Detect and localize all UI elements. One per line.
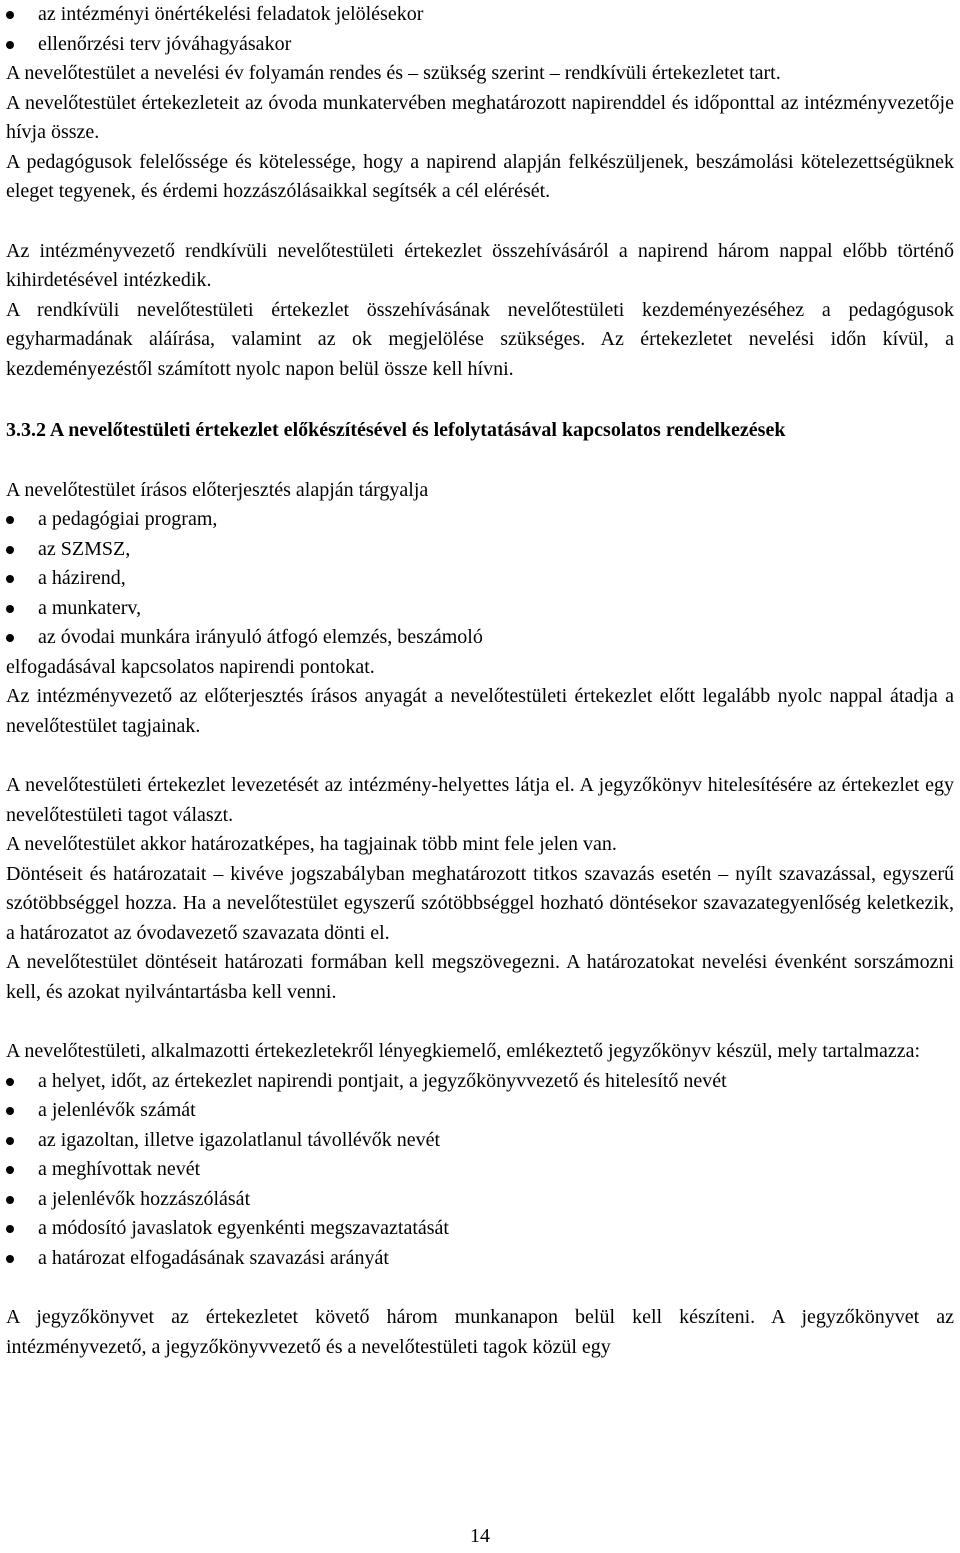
section-heading: 3.3.2 A nevelőtestületi értekezlet előkészítésével és lefolytatásával kapcsolatos rendelkezések [6, 419, 786, 441]
paragraph: A nevelőtestület a nevelési év folyamán rendes és – szükség szerint – rendkívüli értekezletet tart. [6, 62, 781, 84]
bullet-icon [6, 605, 14, 613]
paragraph: A nevelőtestület értekezleteit az óvoda munkatervében meghatározott napirenddel és időponttal az intézményvezetője hívja össze. [6, 91, 954, 143]
bullet-icon [6, 1255, 14, 1263]
page-number: 14 [470, 1525, 490, 1547]
bullet-icon [6, 516, 14, 524]
bullet-icon [6, 1078, 14, 1086]
paragraph: A nevelőtestület írásos előterjesztés alapján tárgyalja [6, 478, 429, 501]
bullet-icon [6, 575, 14, 583]
bullet-icon [6, 11, 14, 19]
bullet-icon [6, 1196, 14, 1204]
paragraph: Az intézményvezető rendkívüli nevelőtestületi értekezlet összehívásáról a napirend három nappal előbb történő kihirdetésével intézkedik. [6, 239, 954, 291]
list-item: a munkaterv, [6, 594, 954, 624]
bullet-icon [6, 41, 14, 49]
paragraph: A nevelőtestületi értekezlet levezetését az intézmény-helyettes látja el. A jegyzőkönyv hitelesítésére az értekezlet egy nevelőtestületi tagot választ. [6, 774, 954, 826]
agenda-list [6, 505, 954, 653]
top-bullet-list [6, 0, 954, 59]
bullet-icon [6, 1107, 14, 1115]
list-item: a jelenlévők számát [6, 1096, 954, 1126]
list-item: a meghívottak nevét [6, 1155, 954, 1185]
document-page [6, 0, 954, 1362]
paragraph: A nevelőtestületi, alkalmazotti értekezletekről lényegkiemelő, emlékeztető jegyzőkönyv készül, mely tartalmazza: [6, 1040, 921, 1062]
list-item: az óvodai munkára irányuló átfogó elemzés, beszámoló [6, 623, 954, 653]
list-item: az igazoltan, illetve igazolatlanul távollévők nevét [6, 1126, 954, 1156]
bullet-icon [6, 546, 14, 554]
paragraph: A rendkívüli nevelőtestületi értekezlet összehívásának nevelőtestületi kezdeményezéséhez a pedagógusok egyharmadának aláírása, valamint az ok megjelölése szükséges. Az értekezletet nevelési időn kívül, a kezdeményezéstől számított nyolc napon belül össze kell hívni. [6, 298, 954, 380]
paragraph: A jegyzőkönyvet az értekezletet követő három munkanapon belül kell készíteni. A jegyzőkönyvet az intézményvezető, a jegyzőkönyvvezető és a nevelőtestületi tagok közül egy [6, 1306, 954, 1358]
minutes-contents-list [6, 1067, 954, 1274]
list-item: a határozat elfogadásának szavazási arányát [6, 1244, 954, 1274]
bullet-icon [6, 634, 14, 642]
paragraph: A nevelőtestület akkor határozatképes, ha tagjainak több mint fele jelen van. [6, 833, 617, 855]
list-item: az intézményi önértékelési feladatok jelölésekor [6, 0, 954, 30]
list-item: az SZMSZ, [6, 535, 954, 565]
paragraph: Az intézményvezető az előterjesztés írásos anyagát a nevelőtestületi értekezlet előtt legalább nyolc nappal átadja a nevelőtestület tagjainak. [6, 685, 954, 737]
bullet-icon [6, 1137, 14, 1145]
list-item: a pedagógiai program, [6, 505, 954, 535]
bullet-icon [6, 1225, 14, 1233]
paragraph: Döntéseit és határozatait – kivéve jogszabályban meghatározott titkos szavazás esetén – nyílt szavazással, egyszerű szótöbbséggel hozza. Ha a nevelőtestület egyszerű szótöbbséggel hozható döntésekor szavazategyenlőség keletkezik, a határozatot az óvodavezető szavazata dönti el. [6, 862, 954, 944]
bullet-icon [6, 1166, 14, 1174]
paragraph: A pedagógusok felelőssége és kötelessége, hogy a napirend alapján felkészüljenek, beszámolási kötelezettségüknek eleget tegyenek, és érdemi hozzászólásaikkal segítsék a cél elérését. [6, 150, 954, 202]
list-item: a helyet, időt, az értekezlet napirendi pontjait, a jegyzőkönyvvezető és hitelesítő nevét [6, 1067, 954, 1097]
list-item: a módosító javaslatok egyenkénti megszavaztatását [6, 1214, 954, 1244]
paragraph: elfogadásával kapcsolatos napirendi pontokat. [6, 655, 375, 678]
list-item: a házirend, [6, 564, 954, 594]
list-item: ellenőrzési terv jóváhagyásakor [6, 30, 954, 60]
list-item: a jelenlévők hozzászólását [6, 1185, 954, 1215]
paragraph: A nevelőtestület döntéseit határozati formában kell megszövegezni. A határozatokat nevelési évenként sorszámozni kell, és azokat nyilvántartásba kell venni. [6, 951, 954, 1003]
